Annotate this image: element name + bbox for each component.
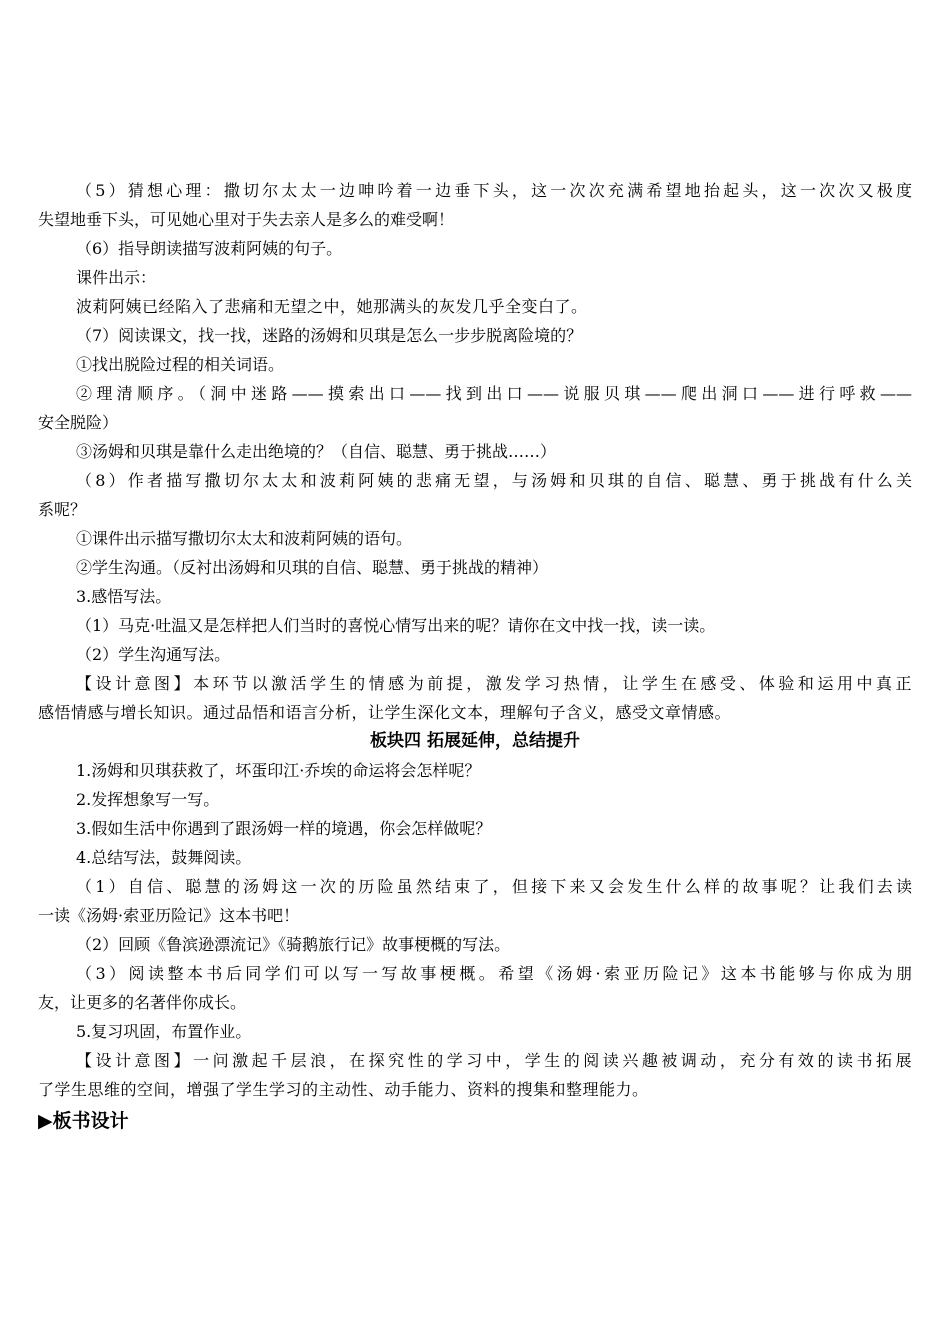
paragraph-line: 2.发挥想象写一写。 bbox=[76, 790, 220, 809]
design-intent-line: 【设计意图】本环节以激活学生的情感为前提，激发学习热情，让学生在感受、体验和运用中真正 bbox=[76, 674, 912, 693]
paragraph-line: 友，让更多的名著伴你成长。 bbox=[38, 993, 247, 1012]
paragraph-line: 3.感悟写法。 bbox=[76, 587, 172, 606]
document-body bbox=[38, 176, 912, 1138]
paragraph-line: ②学生沟通。（反衬出汤姆和贝琪的自信、聪慧、勇于挑战的精神） bbox=[76, 558, 549, 577]
paragraph-line: 4.总结写法，鼓舞阅读。 bbox=[76, 848, 252, 867]
paragraph-line: 课件出示： bbox=[76, 268, 157, 287]
paragraph-line: 失望地垂下头，可见她心里对于失去亲人是多么的难受啊！ bbox=[38, 210, 455, 229]
paragraph-line: （7）阅读课文，找一找，迷路的汤姆和贝琪是怎么一步步脱离险境的？ bbox=[76, 326, 583, 345]
quoted-sentence: 波莉阿姨已经陷入了悲痛和无望之中，她那满头的灰发几乎全变白了。 bbox=[76, 297, 588, 316]
paragraph-line: 3.假如生活中你遇到了跟汤姆一样的境遇，你会怎样做呢？ bbox=[76, 819, 492, 838]
design-intent-line: 了学生思维的空间，增强了学生学习的主动性、动手能力、资料的搜集和整理能力。 bbox=[38, 1080, 649, 1099]
paragraph-line: ③汤姆和贝琪是靠什么走出绝境的？（自信、聪慧、勇于挑战……） bbox=[76, 442, 557, 461]
paragraph-line: （8）作者描写撒切尔太太和波莉阿姨的悲痛无望，与汤姆和贝琪的自信、聪慧、勇于挑战有什么关 bbox=[76, 471, 912, 490]
paragraph-line: （3）阅读整本书后同学们可以写一写故事梗概。希望《汤姆·索亚历险记》这本书能够与你成为朋 bbox=[76, 964, 912, 983]
paragraph-line: （1）马克·吐温又是怎样把人们当时的喜悦心情写出来的呢？请你在文中找一找，读一读。 bbox=[76, 616, 716, 635]
paragraph-line: （5）猜想心理：撒切尔太太一边呻吟着一边垂下头，这一次次充满希望地抬起头，这一次次又极度 bbox=[76, 181, 912, 200]
paragraph-line: 系呢？ bbox=[38, 500, 87, 519]
paragraph-line: 1.汤姆和贝琪获救了，坏蛋印江·乔埃的命运将会怎样呢？ bbox=[76, 761, 481, 780]
paragraph-line: ①找出脱险过程的相关词语。 bbox=[76, 355, 285, 374]
paragraph-line: ②理清顺序。（洞中迷路——摸索出口——找到出口——说服贝琪——爬出洞口——进行呼救—— bbox=[76, 384, 912, 403]
design-intent-line: 【设计意图】一问激起千层浪，在探究性的学习中，学生的阅读兴趣被调动，充分有效的读书拓展 bbox=[76, 1051, 912, 1070]
section-heading: 板块四 拓展延伸，总结提升 bbox=[370, 731, 580, 751]
paragraph-line: 5.复习巩固，布置作业。 bbox=[76, 1022, 252, 1041]
paragraph-line: （6）指导朗读描写波莉阿姨的句子。 bbox=[76, 239, 343, 258]
board-design-heading: ▶板书设计 bbox=[38, 1110, 129, 1132]
design-intent-line: 感悟情感与增长知识。通过品悟和语言分析，让学生深化文本，理解句子含义，感受文章情感。 bbox=[38, 703, 732, 722]
paragraph-line: （1）自信、聪慧的汤姆这一次的历险虽然结束了，但接下来又会发生什么样的故事呢？让我们去读 bbox=[76, 877, 912, 896]
paragraph-line: （2）学生沟通写法。 bbox=[76, 645, 231, 664]
paragraph-line: ①课件出示描写撒切尔太太和波莉阿姨的语句。 bbox=[76, 529, 413, 548]
paragraph-line: 安全脱险） bbox=[38, 413, 119, 432]
paragraph-line: 一读《汤姆·索亚历险记》这本书吧！ bbox=[38, 906, 300, 925]
paragraph-line: （2）回顾《鲁滨逊漂流记》《骑鹅旅行记》故事梗概的写法。 bbox=[76, 935, 511, 954]
